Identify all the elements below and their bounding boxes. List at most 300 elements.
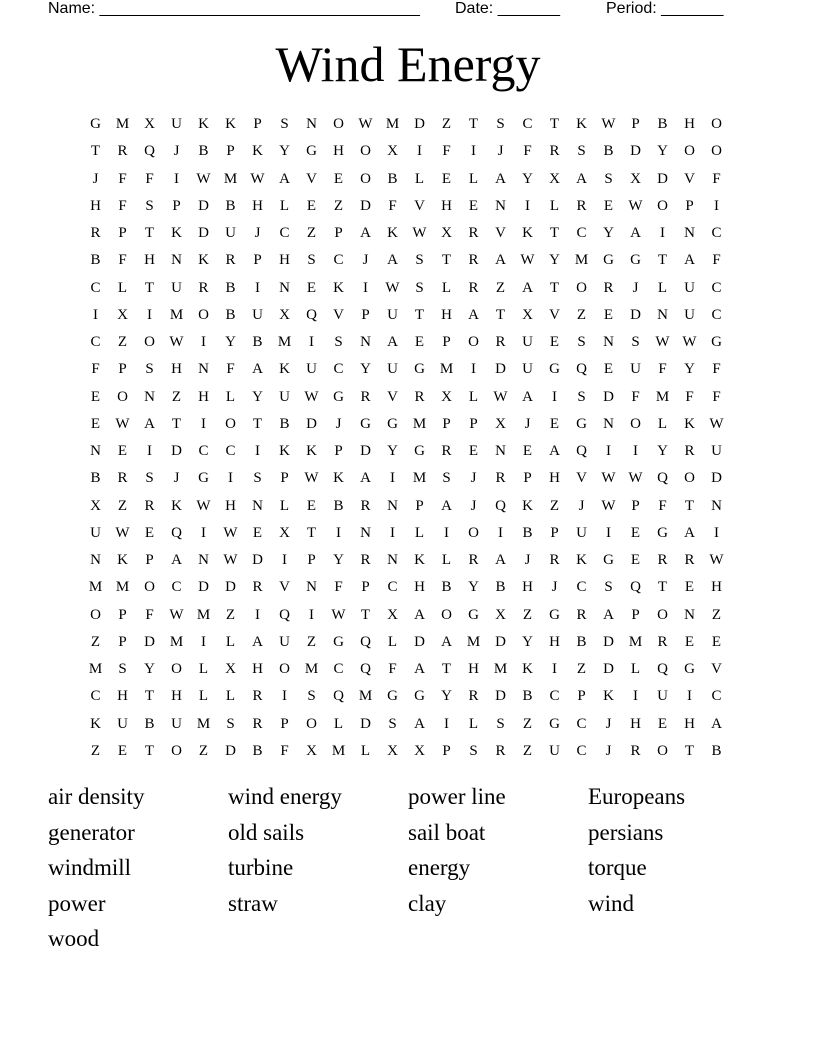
grid-letter: T (144, 279, 155, 296)
grid-letter: H (90, 197, 101, 214)
grid-letter: R (468, 225, 479, 242)
grid-letter: B (225, 197, 236, 214)
grid-letter: E (306, 197, 317, 214)
grid-row (82, 574, 730, 601)
grid-letter: K (576, 116, 587, 133)
grid-letter: I (471, 143, 476, 160)
grid-letter: O (684, 470, 695, 487)
grid-letter: Z (711, 606, 722, 623)
grid-letter: A (711, 715, 722, 732)
grid-letter: L (279, 497, 290, 514)
grid-letter: L (549, 197, 560, 214)
grid-letter: A (414, 661, 425, 678)
word-list-item: windmill (48, 855, 132, 880)
grid-letter: L (279, 197, 290, 214)
grid-letter: U (522, 334, 533, 351)
grid-letter: G (576, 415, 587, 432)
grid-letter: A (522, 388, 533, 405)
grid-letter: I (93, 306, 98, 323)
grid-letter: I (525, 197, 530, 214)
grid-letter: U (252, 306, 263, 323)
grid-letter: N (306, 116, 317, 133)
grid-letter: H (252, 197, 263, 214)
grid-letter: P (577, 688, 586, 705)
grid-letter: A (387, 334, 398, 351)
grid-letter: G (468, 606, 479, 623)
grid-letter: K (252, 143, 263, 160)
grid-letter: D (414, 116, 425, 133)
grid-letter: U (549, 742, 560, 759)
grid-letter: J (335, 415, 342, 432)
grid-letter: J (173, 143, 180, 160)
grid-letter: Z (576, 306, 587, 323)
grid-letter: Z (441, 116, 452, 133)
grid-letter: C (333, 661, 344, 678)
grid-letter: V (711, 661, 722, 678)
grid-letter: G (90, 116, 101, 133)
grid-letter: I (282, 688, 287, 705)
grid-letter: T (441, 252, 452, 269)
grid-letter: W (169, 334, 184, 351)
grid-letter: Y (657, 143, 668, 160)
grid-letter: Y (441, 688, 452, 705)
grid-row (82, 438, 730, 465)
grid-letter: S (145, 197, 154, 214)
grid-letter: X (306, 742, 317, 759)
grid-letter: R (657, 552, 668, 569)
grid-letter: D (495, 633, 506, 650)
grid-letter: I (174, 170, 179, 187)
grid-letter: C (576, 715, 587, 732)
grid-letter: R (630, 742, 641, 759)
grid-row (82, 683, 730, 710)
grid-letter: R (495, 334, 506, 351)
grid-row (82, 247, 730, 274)
grid-letter: M (655, 388, 670, 405)
grid-row (82, 656, 730, 683)
grid-row (82, 329, 730, 356)
grid-letter: Y (684, 361, 695, 378)
grid-letter: C (711, 225, 722, 242)
grid-letter: E (468, 443, 479, 460)
grid-letter: N (387, 497, 398, 514)
grid-letter: S (577, 388, 586, 405)
grid-letter: W (223, 524, 238, 541)
grid-letter: D (495, 688, 506, 705)
grid-letter: P (631, 497, 640, 514)
grid-letter: J (254, 225, 261, 242)
grid-letter: I (255, 606, 260, 623)
grid-letter: Z (576, 661, 587, 678)
grid-letter: H (441, 306, 452, 323)
grid-letter: I (255, 279, 260, 296)
grid-letter: N (279, 279, 290, 296)
grid-letter: Y (387, 443, 398, 460)
grid-letter: H (549, 470, 560, 487)
grid-letter: M (277, 334, 292, 351)
grid-letter: N (360, 334, 371, 351)
grid-letter: K (117, 552, 128, 569)
grid-row (82, 220, 730, 247)
grid-letter: P (442, 334, 451, 351)
grid-letter: R (225, 252, 236, 269)
grid-letter: S (469, 742, 478, 759)
grid-letter: I (282, 552, 287, 569)
grid-letter: G (657, 524, 668, 541)
grid-letter: D (603, 388, 614, 405)
grid-letter: D (495, 361, 506, 378)
grid-letter: K (387, 225, 398, 242)
grid-letter: C (198, 443, 209, 460)
grid-letter: J (524, 552, 531, 569)
grid-letter: E (252, 524, 263, 541)
grid-letter: H (711, 579, 722, 596)
grid-letter: A (576, 170, 587, 187)
grid-letter: H (684, 715, 695, 732)
grid-letter: O (630, 415, 641, 432)
grid-letter: C (576, 742, 587, 759)
grid-letter: G (549, 715, 560, 732)
grid-letter: R (684, 443, 695, 460)
grid-letter: E (603, 361, 614, 378)
grid-letter: E (90, 388, 101, 405)
grid-letter: B (576, 633, 587, 650)
grid-letter: I (201, 334, 206, 351)
grid-letter: B (90, 470, 101, 487)
grid-letter: P (280, 470, 289, 487)
grid-letter: X (144, 116, 155, 133)
grid-letter: H (468, 661, 479, 678)
grid-letter: Y (522, 633, 533, 650)
grid-letter: K (522, 497, 533, 514)
grid-letter: B (441, 579, 452, 596)
grid-letter: C (711, 688, 722, 705)
word-list-item: old sails (228, 819, 305, 845)
grid-letter: U (279, 388, 290, 405)
grid-letter: I (660, 225, 665, 242)
grid-letter: V (279, 579, 290, 596)
grid-letter: E (522, 443, 533, 460)
grid-letter: I (687, 688, 692, 705)
grid-letter: T (90, 143, 101, 160)
grid-letter: C (90, 688, 101, 705)
grid-letter: E (711, 633, 722, 650)
grid-letter: D (225, 742, 236, 759)
grid-letter: D (225, 579, 236, 596)
grid-letter: D (603, 661, 614, 678)
grid-letter: S (631, 334, 640, 351)
grid-letter: G (387, 415, 398, 432)
grid-letter: F (91, 361, 100, 378)
grid-letter: C (549, 688, 560, 705)
grid-letter: J (632, 279, 639, 296)
grid-letter: I (390, 470, 395, 487)
grid-letter: E (117, 742, 128, 759)
grid-letter: P (415, 497, 424, 514)
grid-letter: G (711, 334, 722, 351)
grid-letter: N (711, 497, 722, 514)
grid-letter: R (252, 715, 263, 732)
grid-letter: X (441, 388, 452, 405)
grid-letter: A (549, 443, 560, 460)
grid-letter: O (144, 579, 155, 596)
grid-letter: Y (252, 388, 263, 405)
grid-letter: U (684, 279, 695, 296)
grid-letter: V (576, 470, 587, 487)
grid-letter: M (439, 361, 454, 378)
grid-letter: P (550, 524, 559, 541)
grid-letter: O (144, 334, 155, 351)
grid-letter: L (441, 552, 452, 569)
grid-letter: O (684, 143, 695, 160)
grid-letter: P (523, 470, 532, 487)
grid-letter: O (657, 606, 668, 623)
grid-letter: F (388, 197, 397, 214)
grid-letter: O (657, 742, 668, 759)
grid-letter: O (117, 388, 128, 405)
grid-letter: K (279, 443, 290, 460)
grid-letter: I (417, 143, 422, 160)
grid-letter: W (655, 334, 670, 351)
grid-letter: P (334, 443, 343, 460)
header-fields (48, 0, 768, 18)
grid-row (82, 356, 730, 383)
grid-letter: V (414, 197, 425, 214)
grid-letter: J (362, 252, 369, 269)
grid-letter: A (495, 252, 506, 269)
grid-letter: T (684, 742, 695, 759)
grid-letter: R (576, 606, 587, 623)
grid-letter: W (223, 552, 238, 569)
grid-letter: T (495, 306, 506, 323)
grid-letter: T (441, 661, 452, 678)
grid-letter: R (414, 388, 425, 405)
grid-letter: M (196, 715, 211, 732)
grid-letter: A (171, 552, 182, 569)
grid-letter: C (522, 116, 533, 133)
grid-letter: B (252, 334, 263, 351)
grid-letter: A (630, 225, 641, 242)
grid-letter: M (385, 116, 400, 133)
grid-letter: D (144, 633, 155, 650)
word-list-item: wood (48, 926, 100, 951)
grid-letter: S (118, 661, 127, 678)
grid-letter: W (601, 116, 616, 133)
grid-letter: X (549, 170, 560, 187)
grid-letter: A (360, 470, 371, 487)
grid-letter: K (171, 497, 182, 514)
grid-letter: C (711, 306, 722, 323)
grid-letter: S (307, 688, 316, 705)
grid-letter: A (441, 633, 452, 650)
grid-letter: O (279, 661, 290, 678)
period-field-label: Period: _______ (606, 0, 724, 17)
grid-letter: U (225, 225, 236, 242)
grid-letter: P (307, 552, 316, 569)
grid-letter: U (387, 361, 398, 378)
grid-letter: L (468, 388, 479, 405)
grid-letter: S (334, 334, 343, 351)
word-list-item: straw (228, 890, 278, 916)
grid-letter: I (309, 606, 314, 623)
grid-letter: F (712, 252, 721, 269)
grid-letter: U (522, 361, 533, 378)
grid-letter: K (522, 225, 533, 242)
grid-letter: C (387, 579, 398, 596)
grid-letter: Z (117, 497, 128, 514)
grid-letter: R (90, 225, 101, 242)
grid-letter: W (169, 606, 184, 623)
grid-letter: T (144, 225, 155, 242)
grid-letter: W (196, 170, 211, 187)
grid-letter: T (306, 524, 317, 541)
grid-letter: S (577, 334, 586, 351)
grid-letter: J (470, 497, 477, 514)
grid-letter: B (144, 715, 155, 732)
grid-letter: D (360, 197, 371, 214)
grid-letter: E (549, 334, 560, 351)
grid-letter: B (198, 143, 209, 160)
grid-letter: I (147, 443, 152, 460)
grid-letter: I (633, 443, 638, 460)
grid-letter: C (333, 252, 344, 269)
grid-letter: T (171, 415, 182, 432)
grid-letter: L (225, 633, 236, 650)
grid-letter: J (470, 470, 477, 487)
grid-letter: P (172, 197, 181, 214)
grid-letter: M (115, 116, 130, 133)
grid-letter: F (118, 252, 127, 269)
grid-letter: A (414, 606, 425, 623)
grid-letter: I (201, 633, 206, 650)
word-list-item: wind energy (228, 784, 342, 809)
grid-letter: S (145, 361, 154, 378)
grid-letter: T (657, 252, 668, 269)
grid-letter: E (630, 552, 641, 569)
grid-letter: H (441, 197, 452, 214)
grid-letter: T (414, 306, 425, 323)
grid-row (82, 302, 730, 329)
grid-letter: T (657, 579, 668, 596)
grid-letter: M (169, 306, 184, 323)
grid-row (82, 629, 730, 656)
grid-letter: B (657, 116, 668, 133)
grid-letter: A (441, 497, 452, 514)
grid-letter: P (253, 116, 262, 133)
grid-row (82, 493, 730, 520)
grid-letter: S (442, 470, 451, 487)
grid-letter: F (658, 361, 667, 378)
grid-letter: P (226, 143, 235, 160)
grid-letter: F (145, 170, 154, 187)
grid-letter: E (657, 715, 668, 732)
grid-letter: S (226, 715, 235, 732)
grid-letter: R (495, 742, 506, 759)
grid-letter: O (468, 524, 479, 541)
grid-letter: S (307, 252, 316, 269)
grid-letter: P (685, 197, 694, 214)
grid-letter: A (387, 252, 398, 269)
grid-letter: A (468, 306, 479, 323)
grid-letter: O (306, 715, 317, 732)
word-list-item: generator (48, 819, 135, 845)
grid-letter: E (441, 170, 452, 187)
grid-letter: H (522, 579, 533, 596)
grid-letter: U (657, 688, 668, 705)
grid-letter: R (468, 279, 479, 296)
grid-letter: O (657, 197, 668, 214)
grid-letter: X (414, 742, 425, 759)
grid-letter: K (171, 225, 182, 242)
grid-letter: E (117, 443, 128, 460)
grid-letter: Q (333, 688, 344, 705)
grid-letter: P (469, 415, 478, 432)
grid-letter: O (171, 742, 182, 759)
grid-letter: P (118, 225, 127, 242)
grid-letter: G (630, 252, 641, 269)
grid-letter: T (360, 606, 371, 623)
grid-letter: M (331, 742, 346, 759)
grid-letter: Q (306, 306, 317, 323)
word-list-item: energy (408, 855, 471, 880)
grid-letter: R (468, 552, 479, 569)
grid-row (82, 738, 730, 765)
page-title: Wind Energy (275, 36, 541, 92)
grid-letter: S (388, 715, 397, 732)
grid-letter: W (601, 470, 616, 487)
grid-letter: F (523, 143, 532, 160)
grid-letter: X (387, 606, 398, 623)
grid-letter: R (360, 497, 371, 514)
grid-letter: S (604, 170, 613, 187)
grid-letter: R (252, 688, 263, 705)
grid-letter: P (442, 415, 451, 432)
grid-letter: J (605, 715, 612, 732)
grid-letter: X (117, 306, 128, 323)
grid-letter: M (304, 661, 319, 678)
grid-letter: C (90, 334, 101, 351)
grid-letter: N (252, 497, 263, 514)
grid-letter: D (171, 443, 182, 460)
grid-row (82, 166, 730, 193)
grid-letter: D (657, 170, 668, 187)
grid-letter: P (361, 579, 370, 596)
grid-letter: E (306, 497, 317, 514)
grid-letter: L (630, 661, 641, 678)
grid-letter: V (495, 225, 506, 242)
grid-letter: I (201, 415, 206, 432)
grid-letter: U (576, 524, 587, 541)
grid-letter: J (551, 579, 558, 596)
grid-letter: K (225, 116, 236, 133)
grid-letter: S (496, 116, 505, 133)
grid-letter: X (387, 143, 398, 160)
word-list-item: clay (408, 890, 447, 916)
grid-letter: W (115, 415, 130, 432)
grid-letter: T (252, 415, 263, 432)
grid-letter: I (552, 661, 557, 678)
grid-letter: S (415, 252, 424, 269)
word-list-item: torque (588, 855, 647, 880)
grid-letter: A (522, 279, 533, 296)
grid-letter: Z (198, 742, 209, 759)
grid-letter: G (387, 688, 398, 705)
grid-letter: Z (90, 633, 101, 650)
grid-letter: H (198, 388, 209, 405)
word-list (48, 781, 768, 959)
grid-letter: Q (630, 579, 641, 596)
grid-letter: F (118, 197, 127, 214)
